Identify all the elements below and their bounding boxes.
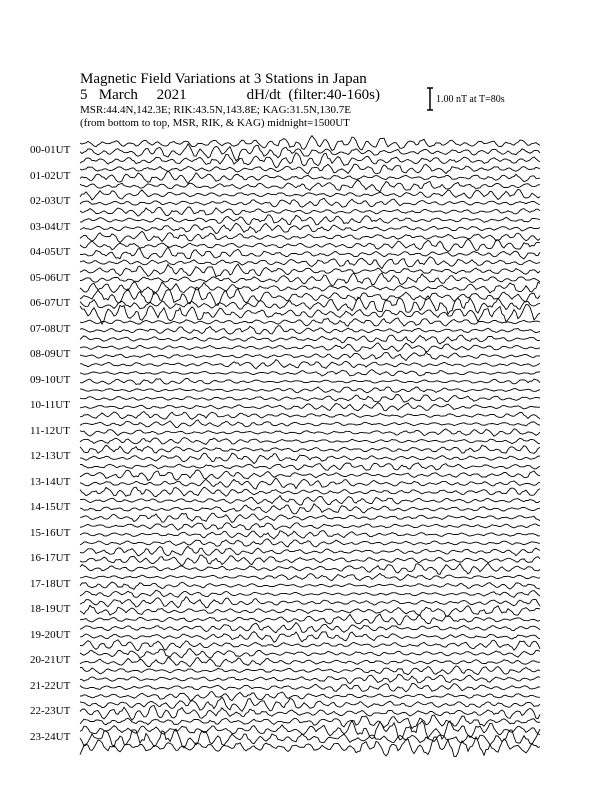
trace-rik xyxy=(80,531,540,539)
trace-rik xyxy=(80,429,540,436)
trace-kag xyxy=(80,597,540,608)
hour-label: 14-15UT xyxy=(30,501,71,513)
stations-line: MSR:44.4N,142.3E; RIK:43.5N,143.8E; KAG:31.5N,130.7E xyxy=(80,104,352,116)
trace-kag xyxy=(80,370,540,376)
trace-kag xyxy=(80,318,540,326)
trace-kag xyxy=(80,697,540,711)
trace-rik xyxy=(80,504,540,514)
trace-kag xyxy=(80,675,540,684)
trace-kag xyxy=(80,622,540,632)
trace-msr xyxy=(80,640,540,651)
chart-title: Magnetic Field Variations at 3 Stations in Japan xyxy=(80,71,367,87)
trace-msr xyxy=(80,487,540,497)
trace-msr xyxy=(80,614,540,625)
hour-label: 21-22UT xyxy=(30,679,71,692)
trace-kag xyxy=(80,546,540,556)
trace-msr xyxy=(80,463,540,470)
trace-rik xyxy=(80,273,540,286)
trace-msr xyxy=(80,387,540,393)
hour-label: 10-11UT xyxy=(30,399,70,411)
date-day: 5 xyxy=(80,87,88,103)
trace-kag xyxy=(80,189,540,200)
trace-rik xyxy=(80,198,540,207)
trace-rik xyxy=(80,605,540,616)
date-year: 2021 xyxy=(156,87,187,103)
trace-rik xyxy=(80,729,540,748)
trace-msr xyxy=(80,590,540,597)
trace-rik xyxy=(80,582,540,589)
hour-label: 08-09UT xyxy=(30,348,71,360)
trace-rik xyxy=(80,378,540,384)
trace-msr xyxy=(80,360,540,369)
hour-label: 04-05UT xyxy=(30,246,71,258)
order-line: (from bottom to top, MSR, RIK, & KAG) midnight=1500UT xyxy=(80,117,350,129)
scale-label: 1.00 nT at T=80s xyxy=(436,94,505,105)
trace-kag xyxy=(80,496,540,506)
trace-kag xyxy=(80,420,540,428)
hour-label: 06-07UT xyxy=(30,297,71,309)
hour-label: 19-20UT xyxy=(30,628,71,641)
hour-label: 02-03UT xyxy=(30,195,71,207)
quantity-label: dH/dt xyxy=(246,87,281,103)
trace-rik xyxy=(80,684,540,692)
date-month: March xyxy=(98,87,138,103)
trace-kag xyxy=(80,215,540,225)
hour-label: 00-01UT xyxy=(30,144,71,156)
trace-rik xyxy=(80,326,540,334)
trace-kag xyxy=(80,343,540,352)
hour-label: 07-08UT xyxy=(30,322,71,335)
hour-label: 12-13UT xyxy=(30,450,71,462)
hour-label: 17-18UT xyxy=(30,577,71,590)
trace-rik xyxy=(80,657,540,667)
trace-rik xyxy=(80,223,540,233)
trace-rik xyxy=(80,352,540,360)
trace-msr xyxy=(80,153,540,168)
trace-rik xyxy=(80,632,540,643)
trace-rik xyxy=(80,247,540,259)
hour-label: 03-04UT xyxy=(30,220,71,233)
trace-msr xyxy=(80,692,540,701)
trace-rik xyxy=(80,403,540,411)
trace-msr xyxy=(80,231,540,242)
trace-msr xyxy=(80,563,540,574)
trace-kag xyxy=(80,470,540,481)
hour-label: 22-23UT xyxy=(30,705,71,717)
trace-msr xyxy=(80,539,540,547)
trace-msr xyxy=(80,257,540,269)
trace-kag xyxy=(80,523,540,530)
trace-kag xyxy=(80,445,540,453)
hour-label: 20-21UT xyxy=(30,654,71,666)
trace-rik xyxy=(80,453,540,464)
hour-label: 23-24UT xyxy=(30,730,71,743)
hour-label: 13-14UT xyxy=(30,475,71,488)
trace-kag xyxy=(80,239,540,251)
trace-msr xyxy=(80,737,540,757)
trace-msr xyxy=(80,207,540,216)
hour-label: 16-17UT xyxy=(30,552,71,564)
filter-label: (filter:40-160s) xyxy=(288,87,380,103)
hour-label: 05-06UT xyxy=(30,271,71,284)
trace-kag xyxy=(80,573,540,580)
hour-label: 09-10UT xyxy=(30,373,71,386)
hour-label: 01-02UT xyxy=(30,169,71,182)
trace-rik xyxy=(80,171,540,184)
trace-msr xyxy=(80,282,540,295)
trace-kag xyxy=(80,395,540,403)
trace-kag xyxy=(80,164,540,174)
hour-label: 15-16UT xyxy=(30,526,71,539)
hour-label: 11-12UT xyxy=(30,424,70,437)
trace-msr xyxy=(80,438,540,445)
trace-msr xyxy=(80,513,540,522)
trace-rik xyxy=(80,296,540,314)
trace-kag xyxy=(80,649,540,659)
trace-msr xyxy=(80,412,540,420)
trace-msr xyxy=(80,335,540,344)
trace-kag xyxy=(80,136,540,151)
trace-msr xyxy=(80,666,540,675)
hour-label: 18-19UT xyxy=(30,603,71,615)
trace-rik xyxy=(80,555,540,566)
